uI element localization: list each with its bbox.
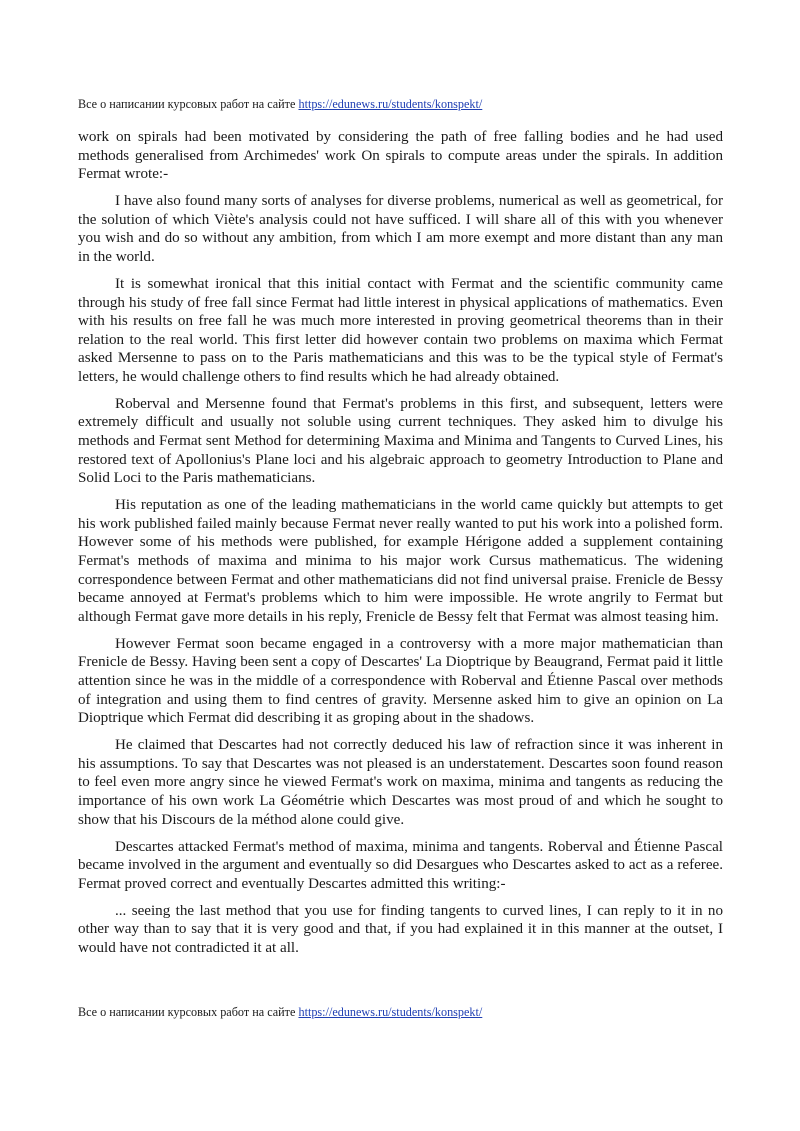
document-body — [78, 128, 723, 966]
paragraph-2: I have also found many sorts of analyses for diverse problems, numerical as well as geometrical, for the solution of which Viète's analysis could not have sufficed. I will share all of this with you whenever you wish and do so without any ambition, from which I am more exempt and more distant than any man in the world. — [78, 193, 723, 265]
header-link[interactable]: https://edunews.ru/students/konspekt/ — [298, 97, 483, 111]
footer-link[interactable]: https://edunews.ru/students/konspekt/ — [298, 1005, 483, 1019]
paragraph-4: Roberval and Mersenne found that Fermat's problems in this first, and subsequent, letters were extremely difficult and usually not soluble using current techniques. They asked him to divulge his methods and Fermat sent Method for determining Maxima and Minima and Tangents to Curved Lines, his restored text of Apollonius's Plane loci and his algebraic approach to geometry Introduction to Plane and Solid Loci to the Paris mathematicians. — [78, 395, 723, 487]
footer-text: Все о написании курсовых работ на сайте — [78, 1005, 299, 1019]
page-footer — [78, 1005, 482, 1019]
paragraph-7: He claimed that Descartes had not correctly deduced his law of refraction since it was inherent in his assumptions. To say that Descartes was not pleased is an understatement. Descartes soon found reason to feel even more angry since he viewed Fermat's work on maxima, minima and tangents as reducing the importance of his own work La Géométrie which Descartes was most proud of and which he sought to show that his Discours de la méthod alone could give. — [78, 737, 723, 828]
header-text: Все о написании курсовых работ на сайте — [78, 97, 299, 111]
paragraph-8: Descartes attacked Fermat's method of maxima, minima and tangents. Roberval and Étienne Pascal became involved in the argument and eventually so did Desargues who Descartes asked to act as a referee. Fermat proved correct and eventually Descartes admitted this writing:- — [78, 838, 723, 892]
paragraph-5: His reputation as one of the leading mathematicians in the world came quickly but attempts to get his work published failed mainly because Fermat never really wanted to put his work into a polished form. However some of his methods were published, for example Hérigone added a supplement containing Fermat's methods of maxima and minima to his major work Cursus mathematicus. The widening correspondence between Fermat and other mathematicians did not find universal praise. Frenicle de Bessy became annoyed at Fermat's problems which to him were impossible. He wrote angrily to Fermat but although Fermat gave more details in his reply, Frenicle de Bessy felt that Fermat was almost teasing him. — [78, 497, 723, 625]
paragraph-6: However Fermat soon became engaged in a controversy with a more major mathematician than Frenicle de Bessy. Having been sent a copy of Descartes' La Dioptrique by Beaugrand, Fermat paid it little attention since he was in the middle of a correspondence with Roberval and Étienne Pascal over methods of integration and using them to find centres of gravity. Mersenne asked him to give an opinion on La Dioptrique which Fermat did describing it as groping about in the shadows. — [78, 635, 723, 727]
page-header — [78, 97, 482, 111]
paragraph-1: work on spirals had been motivated by considering the path of free falling bodies and he had used methods generalised from Archimedes' work On spirals to compute areas under the spirals. In addition Fermat wrote:- — [78, 129, 723, 183]
paragraph-3: It is somewhat ironical that this initial contact with Fermat and the scientific community came through his study of free fall since Fermat had little interest in physical applications of mathematics. Even with his results on free fall he was much more interested in proving geometrical theorems than in their relation to the real world. This first letter did however contain two problems on maxima which Fermat asked Mersenne to pass on to the Paris mathematicians and this was to be the typical style of Fermat's letters, he would challenge others to find results which he had already obtained. — [78, 275, 723, 385]
paragraph-9: ... seeing the last method that you use for finding tangents to curved lines, I can reply to it in no other way than to say that it is very good and that, if you had explained it in this manner at the outset, I would have not contradicted it at all. — [78, 902, 723, 956]
